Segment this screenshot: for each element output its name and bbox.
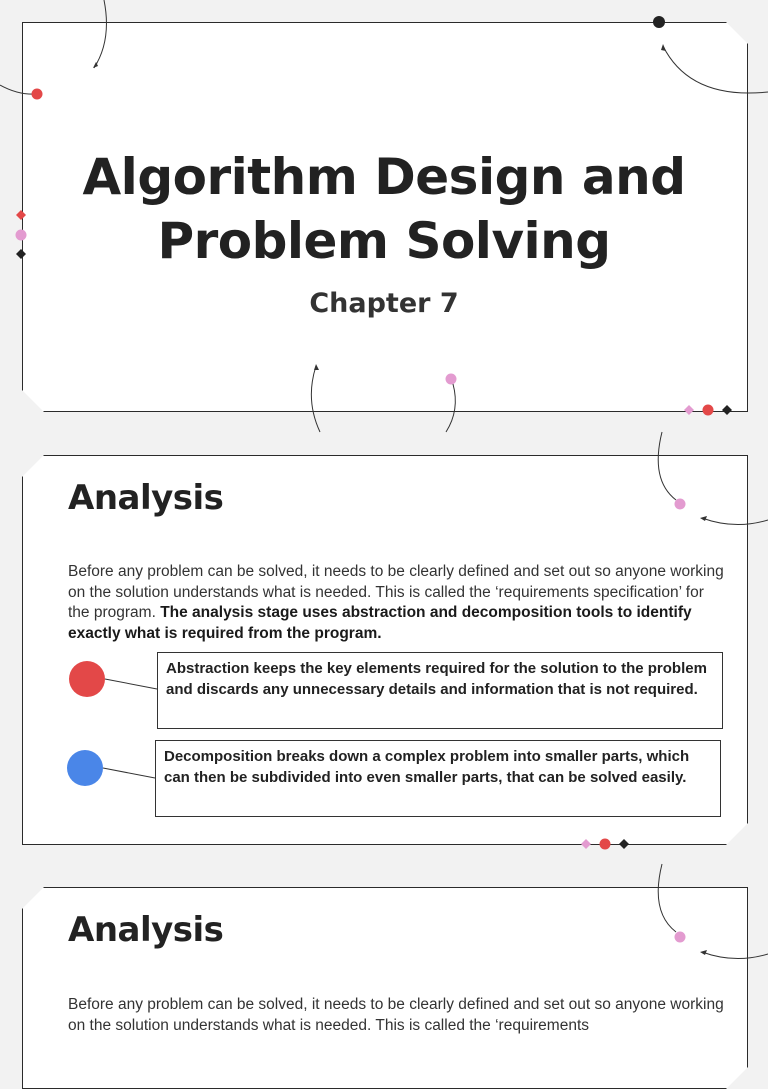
cover-title — [0, 145, 768, 273]
analysis-heading-2: Analysis — [68, 910, 224, 950]
analysis-heading: Analysis — [68, 478, 224, 518]
analysis-paragraph-text: Before any problem can be solved, it needs to be clearly defined and set out so anyone working on the solution understands what is needed. This is called the ‘requirements specification’ for the program. — [68, 563, 724, 621]
decomposition-callout: Decomposition breaks down a complex problem into smaller parts, which can then be subdivided into even smaller parts, that can be solved easily. — [155, 740, 721, 817]
abstraction-marker-dot — [69, 661, 105, 697]
analysis-paragraph-2: Before any problem can be solved, it needs to be clearly defined and set out so anyone working on the solution understands what is needed. This is called the ‘requirements — [68, 996, 724, 1034]
abstraction-callout: Abstraction keeps the key elements required for the solution to the problem and discards any unnecessary details and information that is not required. — [157, 652, 723, 729]
cover-title-line-2: Problem Solving — [157, 212, 611, 270]
cover-subtitle: Chapter 7 — [309, 288, 459, 319]
analysis-paragraph-bold: The analysis stage uses abstraction and decomposition tools to identify exactly what is required from the program. — [68, 604, 692, 642]
decomposition-marker-dot — [67, 750, 103, 786]
cover-title-line-1: Algorithm Design and — [82, 148, 686, 206]
analysis-paragraph — [68, 562, 728, 644]
